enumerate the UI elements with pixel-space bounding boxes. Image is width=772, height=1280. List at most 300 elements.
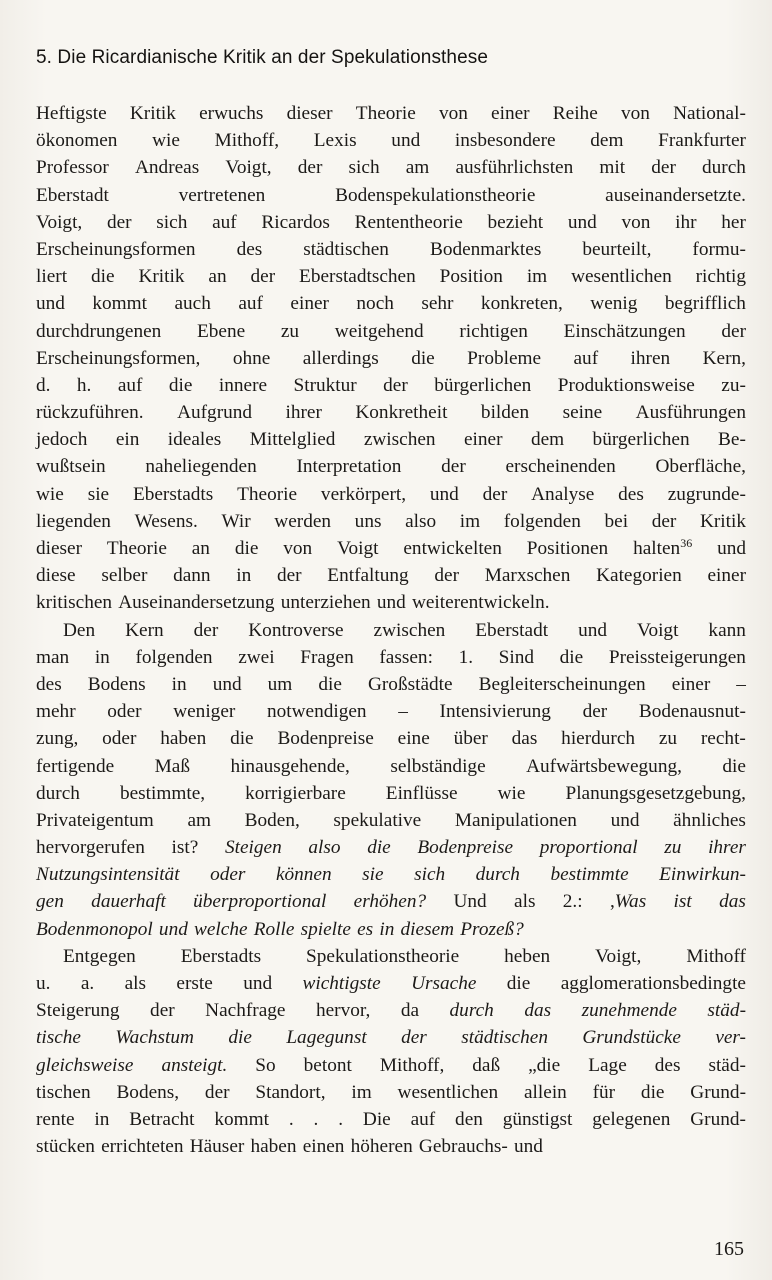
text-line xyxy=(36,589,746,616)
word: So xyxy=(255,1054,276,1076)
word: Mithoff, xyxy=(214,130,280,152)
word: dieser xyxy=(36,538,83,559)
word: Lexis xyxy=(313,130,357,152)
word: bezieht xyxy=(487,211,544,233)
word: Wir xyxy=(221,510,251,532)
text-line xyxy=(36,154,746,181)
word: von xyxy=(438,103,468,124)
word: ähnliches xyxy=(673,809,746,831)
word: wichtigste xyxy=(302,973,381,994)
word: die xyxy=(559,646,584,668)
word: Häuser xyxy=(189,1136,245,1158)
word: man xyxy=(36,646,70,668)
word: ohne xyxy=(232,347,271,369)
word: Entfaltung xyxy=(327,565,409,587)
word: Analyse xyxy=(531,483,595,505)
word: Spekulationstheorie xyxy=(306,945,460,967)
page-number: 165 xyxy=(714,1238,744,1260)
word: Mittelglied xyxy=(249,429,336,451)
word: in xyxy=(94,646,110,668)
word: auf xyxy=(410,1108,436,1130)
word: 2.: xyxy=(562,891,583,913)
word: Auseinandersetzung xyxy=(118,592,275,614)
word: der xyxy=(193,619,219,641)
word: über xyxy=(453,728,488,750)
word: und xyxy=(717,538,746,559)
word: Einschätzungen xyxy=(563,320,686,342)
word: Bodenmarktes xyxy=(429,238,542,260)
word: . xyxy=(338,1108,344,1130)
word: . xyxy=(288,1108,294,1130)
word: auch xyxy=(174,293,211,315)
word: bürgerlichen xyxy=(434,374,532,396)
word: das xyxy=(719,891,746,913)
word: Theorie xyxy=(355,103,416,124)
word: ihr xyxy=(675,211,697,233)
word: und xyxy=(243,973,273,994)
word: ökonomen xyxy=(36,130,118,152)
word: Konkretheit xyxy=(355,402,448,424)
word: Voigt, xyxy=(595,945,642,967)
word: als xyxy=(124,973,147,994)
word: Positionen xyxy=(526,538,609,559)
word: Kritik xyxy=(699,510,746,532)
word: es xyxy=(357,918,374,940)
text-line xyxy=(36,1106,746,1133)
word: Marxschen xyxy=(484,565,571,587)
word: als xyxy=(514,891,536,913)
text-line xyxy=(36,1133,746,1160)
word: die xyxy=(506,973,531,994)
word: uns xyxy=(354,510,382,532)
word: richtig xyxy=(695,266,746,288)
word: des xyxy=(236,238,263,260)
word: dem xyxy=(590,130,624,152)
footnote-marker: 36 xyxy=(680,536,693,550)
text-line xyxy=(36,263,746,290)
word: der xyxy=(250,266,276,288)
word: Steigerung xyxy=(36,1000,120,1022)
word: Preissteigerungen xyxy=(608,646,746,668)
word: ist xyxy=(673,891,692,913)
word: Heftigste xyxy=(36,103,107,124)
word: zu xyxy=(664,837,682,859)
word: Den xyxy=(63,619,96,641)
word: der xyxy=(150,1000,175,1022)
word: dem xyxy=(530,429,565,451)
section-heading: 5. Die Ricardianische Kritik an der Spekulationsthese xyxy=(36,47,489,68)
text-line xyxy=(36,100,746,127)
word: welche xyxy=(194,918,248,940)
word: günstigst xyxy=(502,1108,573,1130)
word: der xyxy=(651,157,676,179)
word: proportional xyxy=(539,837,638,859)
text-line xyxy=(36,453,746,480)
word: städ- xyxy=(707,1000,746,1022)
word: Eberstadts xyxy=(132,483,214,505)
word: Erscheinungsformen xyxy=(36,238,196,260)
word: oder xyxy=(102,728,137,750)
word: der xyxy=(383,374,408,396)
word: Manipulationen xyxy=(454,809,577,831)
word: wie xyxy=(152,130,180,152)
text-line xyxy=(36,698,746,725)
word: hervorgerufen xyxy=(36,837,145,859)
text-line xyxy=(36,535,746,562)
word: auf xyxy=(573,347,599,369)
text-line xyxy=(36,209,746,236)
word: zu xyxy=(658,728,678,750)
text-line xyxy=(36,399,746,426)
word: Maß xyxy=(154,755,190,777)
word: Grund- xyxy=(690,1108,746,1130)
word: die xyxy=(722,755,746,777)
word: Grundstücke xyxy=(582,1027,681,1049)
text-line xyxy=(36,372,746,399)
word: einen xyxy=(302,1136,345,1158)
word: Position xyxy=(439,266,503,288)
word: für xyxy=(592,1081,616,1103)
word: wenig xyxy=(590,293,638,315)
word: ist? xyxy=(171,837,199,859)
word: Begleiterscheinungen xyxy=(478,673,646,695)
word: Eberstadts xyxy=(180,945,262,967)
word: auf xyxy=(212,211,237,233)
word: ver- xyxy=(715,1027,746,1049)
text-line xyxy=(36,290,746,317)
word: gen xyxy=(36,891,64,913)
word: Theorie xyxy=(106,538,167,559)
word: notwendigen xyxy=(266,701,367,723)
word: der xyxy=(297,157,323,179)
word: Die xyxy=(362,1108,391,1130)
word: der xyxy=(401,1027,427,1049)
word: wie xyxy=(36,483,64,505)
word: noch xyxy=(356,293,394,315)
word: bestimmte, xyxy=(119,782,206,804)
word: fertigende xyxy=(36,755,115,777)
word: die xyxy=(234,538,259,559)
word: ansteigt. xyxy=(161,1054,228,1076)
word: der xyxy=(582,701,608,723)
word: sich xyxy=(156,211,188,233)
word: insbesondere xyxy=(454,130,556,152)
word: Frankfurter xyxy=(658,130,746,152)
text-line xyxy=(36,753,746,780)
word: dann xyxy=(173,565,211,587)
word: „die xyxy=(528,1054,561,1076)
word: hervor, xyxy=(315,1000,371,1022)
word: zunehmende xyxy=(581,1000,677,1022)
word: erscheinenden xyxy=(505,456,616,478)
word: sich xyxy=(348,157,380,179)
word: städ- xyxy=(708,1054,746,1076)
word: von xyxy=(620,103,650,124)
word: einer xyxy=(671,673,711,695)
word: weiterentwickeln. xyxy=(411,592,550,614)
word: – xyxy=(736,673,746,695)
text-line xyxy=(36,861,746,888)
word: der xyxy=(434,565,460,587)
text-line xyxy=(36,345,746,372)
word: naheliegenden xyxy=(145,456,257,478)
word: Wesens. xyxy=(134,510,198,532)
word: an xyxy=(208,266,227,288)
word: auf xyxy=(117,374,143,396)
word: wesentlichen xyxy=(397,1081,499,1103)
word: erwuchs xyxy=(199,103,264,124)
word: korrigierbare xyxy=(245,782,346,804)
word: Voigt xyxy=(337,538,379,559)
word: auf xyxy=(238,293,263,315)
word: oder xyxy=(210,864,246,886)
word: werden xyxy=(274,510,332,532)
text-line xyxy=(36,780,746,807)
text-line xyxy=(36,888,746,915)
word: a. xyxy=(80,973,95,994)
word: seine xyxy=(562,402,603,424)
word: Lage xyxy=(588,1054,627,1076)
word: Sind xyxy=(498,646,535,668)
word: Planungsgesetzgebung, xyxy=(565,782,746,804)
word: Privateigentum xyxy=(36,809,154,831)
word: die xyxy=(228,1027,252,1049)
word: und xyxy=(158,918,188,940)
word: Ursache xyxy=(411,973,477,994)
word: mit xyxy=(599,157,626,179)
word: zugrunde- xyxy=(667,483,746,505)
word: kritischen xyxy=(36,592,113,614)
word: und xyxy=(513,1136,543,1158)
word: – xyxy=(398,701,408,723)
text-line xyxy=(36,644,746,671)
word: überproportional xyxy=(193,891,327,913)
word: Voigt, xyxy=(225,157,272,179)
text-line xyxy=(36,1079,746,1106)
word: betont xyxy=(303,1054,352,1076)
word: Rolle xyxy=(253,918,295,940)
word: und xyxy=(610,809,640,831)
word: ihrer xyxy=(285,402,322,424)
word: errichteten xyxy=(101,1136,184,1158)
word: und xyxy=(429,483,459,505)
word: in xyxy=(236,565,252,587)
body-text xyxy=(36,100,746,1160)
word: in xyxy=(171,673,187,695)
word: selbständige xyxy=(390,755,486,777)
word: . xyxy=(313,1108,319,1130)
text-line xyxy=(36,127,746,154)
word: Be- xyxy=(718,429,746,451)
word: den xyxy=(455,1108,483,1130)
word: sie xyxy=(362,864,384,886)
word: Voigt xyxy=(637,619,679,641)
text-line xyxy=(36,236,746,263)
word: Bodenpreise xyxy=(417,837,514,859)
word: im xyxy=(526,266,548,288)
word: der xyxy=(276,565,302,587)
word: ihrer xyxy=(708,837,746,859)
word: durch xyxy=(449,1000,494,1022)
word: von xyxy=(283,538,313,559)
word: Bodenspekulationstheorie xyxy=(335,184,536,206)
word: zung, xyxy=(36,728,79,750)
word: der xyxy=(441,456,466,478)
word: halten$^{36}$ xyxy=(633,536,693,559)
word: um xyxy=(267,673,293,695)
word: Aufgrund xyxy=(177,402,253,424)
word: Ausführungen xyxy=(635,402,746,424)
word: zwischen xyxy=(363,429,436,451)
text-line xyxy=(36,916,746,943)
word: stücken xyxy=(36,1136,95,1158)
word: zu xyxy=(280,320,300,342)
word: allein xyxy=(523,1081,567,1103)
word: städtischen xyxy=(303,238,389,260)
word: diese xyxy=(36,565,76,587)
word: rückzuführen. xyxy=(36,402,144,424)
text-line xyxy=(36,562,746,589)
word: Eberstadtschen xyxy=(299,266,416,288)
word: die xyxy=(168,374,193,396)
word: der xyxy=(482,483,508,505)
word: haben xyxy=(250,1136,297,1158)
word: formu- xyxy=(692,238,746,260)
word: sehr xyxy=(421,293,454,315)
word: Großstädte xyxy=(367,673,453,695)
text-line xyxy=(36,617,746,644)
word: ein xyxy=(115,429,140,451)
word: fassen: xyxy=(379,646,433,668)
word: haben xyxy=(160,728,207,750)
word: Bodens, xyxy=(116,1081,180,1103)
word: Standort, xyxy=(255,1081,326,1103)
word: Bodenausnut- xyxy=(638,701,746,723)
word: einer xyxy=(707,565,746,587)
word: selber xyxy=(101,565,148,587)
word: die xyxy=(90,266,115,288)
word: sich xyxy=(414,864,446,886)
word: recht- xyxy=(700,728,746,750)
word: am xyxy=(187,809,211,831)
text-line xyxy=(36,426,746,453)
text-line xyxy=(36,318,746,345)
word: kann xyxy=(708,619,746,641)
word: Ricardos xyxy=(261,211,330,233)
word: der xyxy=(651,510,677,532)
word: Theorie xyxy=(237,483,298,505)
word: kommt xyxy=(214,1108,270,1130)
word: also xyxy=(308,837,341,859)
word: einer xyxy=(463,429,503,451)
word: und xyxy=(376,592,406,614)
word: Struktur xyxy=(293,374,357,396)
word: der xyxy=(721,320,746,342)
word: Gebrauchs- xyxy=(418,1136,508,1158)
word: Eberstadt xyxy=(36,184,109,206)
text-line xyxy=(36,182,746,209)
word: die xyxy=(411,347,435,369)
word: und xyxy=(567,211,597,233)
word: Produktionsweise xyxy=(557,374,695,396)
word: zwischen xyxy=(373,619,446,641)
word: wußtsein xyxy=(36,456,106,478)
word: Kritik xyxy=(129,103,176,124)
word: agglomerationsbedingte xyxy=(560,973,746,994)
word: weniger xyxy=(173,701,236,723)
word: bürgerlichen xyxy=(592,429,690,451)
word: hinausgehende, xyxy=(230,755,350,777)
word: Einwirkun- xyxy=(659,864,746,886)
word: Rententheorie xyxy=(354,211,463,233)
word: an xyxy=(191,538,210,559)
word: von xyxy=(621,211,651,233)
word: da xyxy=(400,1000,420,1022)
word: erste xyxy=(176,973,213,994)
word: Interpretation xyxy=(296,456,402,478)
word: Kritik xyxy=(138,266,185,288)
word: Entgegen xyxy=(63,945,136,967)
text-line xyxy=(36,481,746,508)
word: die xyxy=(318,673,342,695)
word: Und xyxy=(453,891,487,913)
word: dauerhaft xyxy=(91,891,166,913)
word: durch xyxy=(702,157,746,179)
word: richtigen xyxy=(459,320,528,342)
text-line xyxy=(36,508,746,535)
word: konkreten, xyxy=(480,293,563,315)
word: allerdings xyxy=(302,347,379,369)
word: erhöhen? xyxy=(353,891,427,913)
word: Eberstadt xyxy=(475,619,549,641)
word: hierdurch xyxy=(561,728,636,750)
word: innere xyxy=(218,374,268,396)
word: liegenden xyxy=(36,510,111,532)
word: Grund- xyxy=(690,1081,746,1103)
word: heben xyxy=(504,945,551,967)
word: her xyxy=(721,211,746,233)
word: gleichsweise xyxy=(36,1054,134,1076)
word: Wachstum xyxy=(115,1027,194,1049)
word: gelegenen xyxy=(592,1108,671,1130)
word: und xyxy=(578,619,608,641)
word: sie xyxy=(87,483,110,505)
word: National- xyxy=(673,103,746,124)
word: tischen xyxy=(36,1081,91,1103)
word: wie xyxy=(497,782,526,804)
text-line xyxy=(36,997,746,1024)
word: das xyxy=(511,728,538,750)
word: 1. xyxy=(458,646,474,668)
word: vertretenen xyxy=(178,184,266,206)
word: am xyxy=(405,157,430,179)
word: einer xyxy=(290,293,329,315)
word: Lagegunst xyxy=(286,1027,367,1049)
word: folgenden xyxy=(503,510,581,532)
word: Bodenmonopol xyxy=(36,918,153,940)
word: und xyxy=(391,130,421,152)
word: des xyxy=(36,673,62,695)
word: durch xyxy=(475,864,520,886)
word: dieser xyxy=(286,103,333,124)
word: begrifflich xyxy=(664,293,746,315)
word: daß xyxy=(472,1054,501,1076)
word: Prozeß? xyxy=(460,918,524,940)
word: mehr xyxy=(36,701,76,723)
word: bilden xyxy=(480,402,530,424)
word: einer xyxy=(491,103,530,124)
word: zwei xyxy=(238,646,275,668)
